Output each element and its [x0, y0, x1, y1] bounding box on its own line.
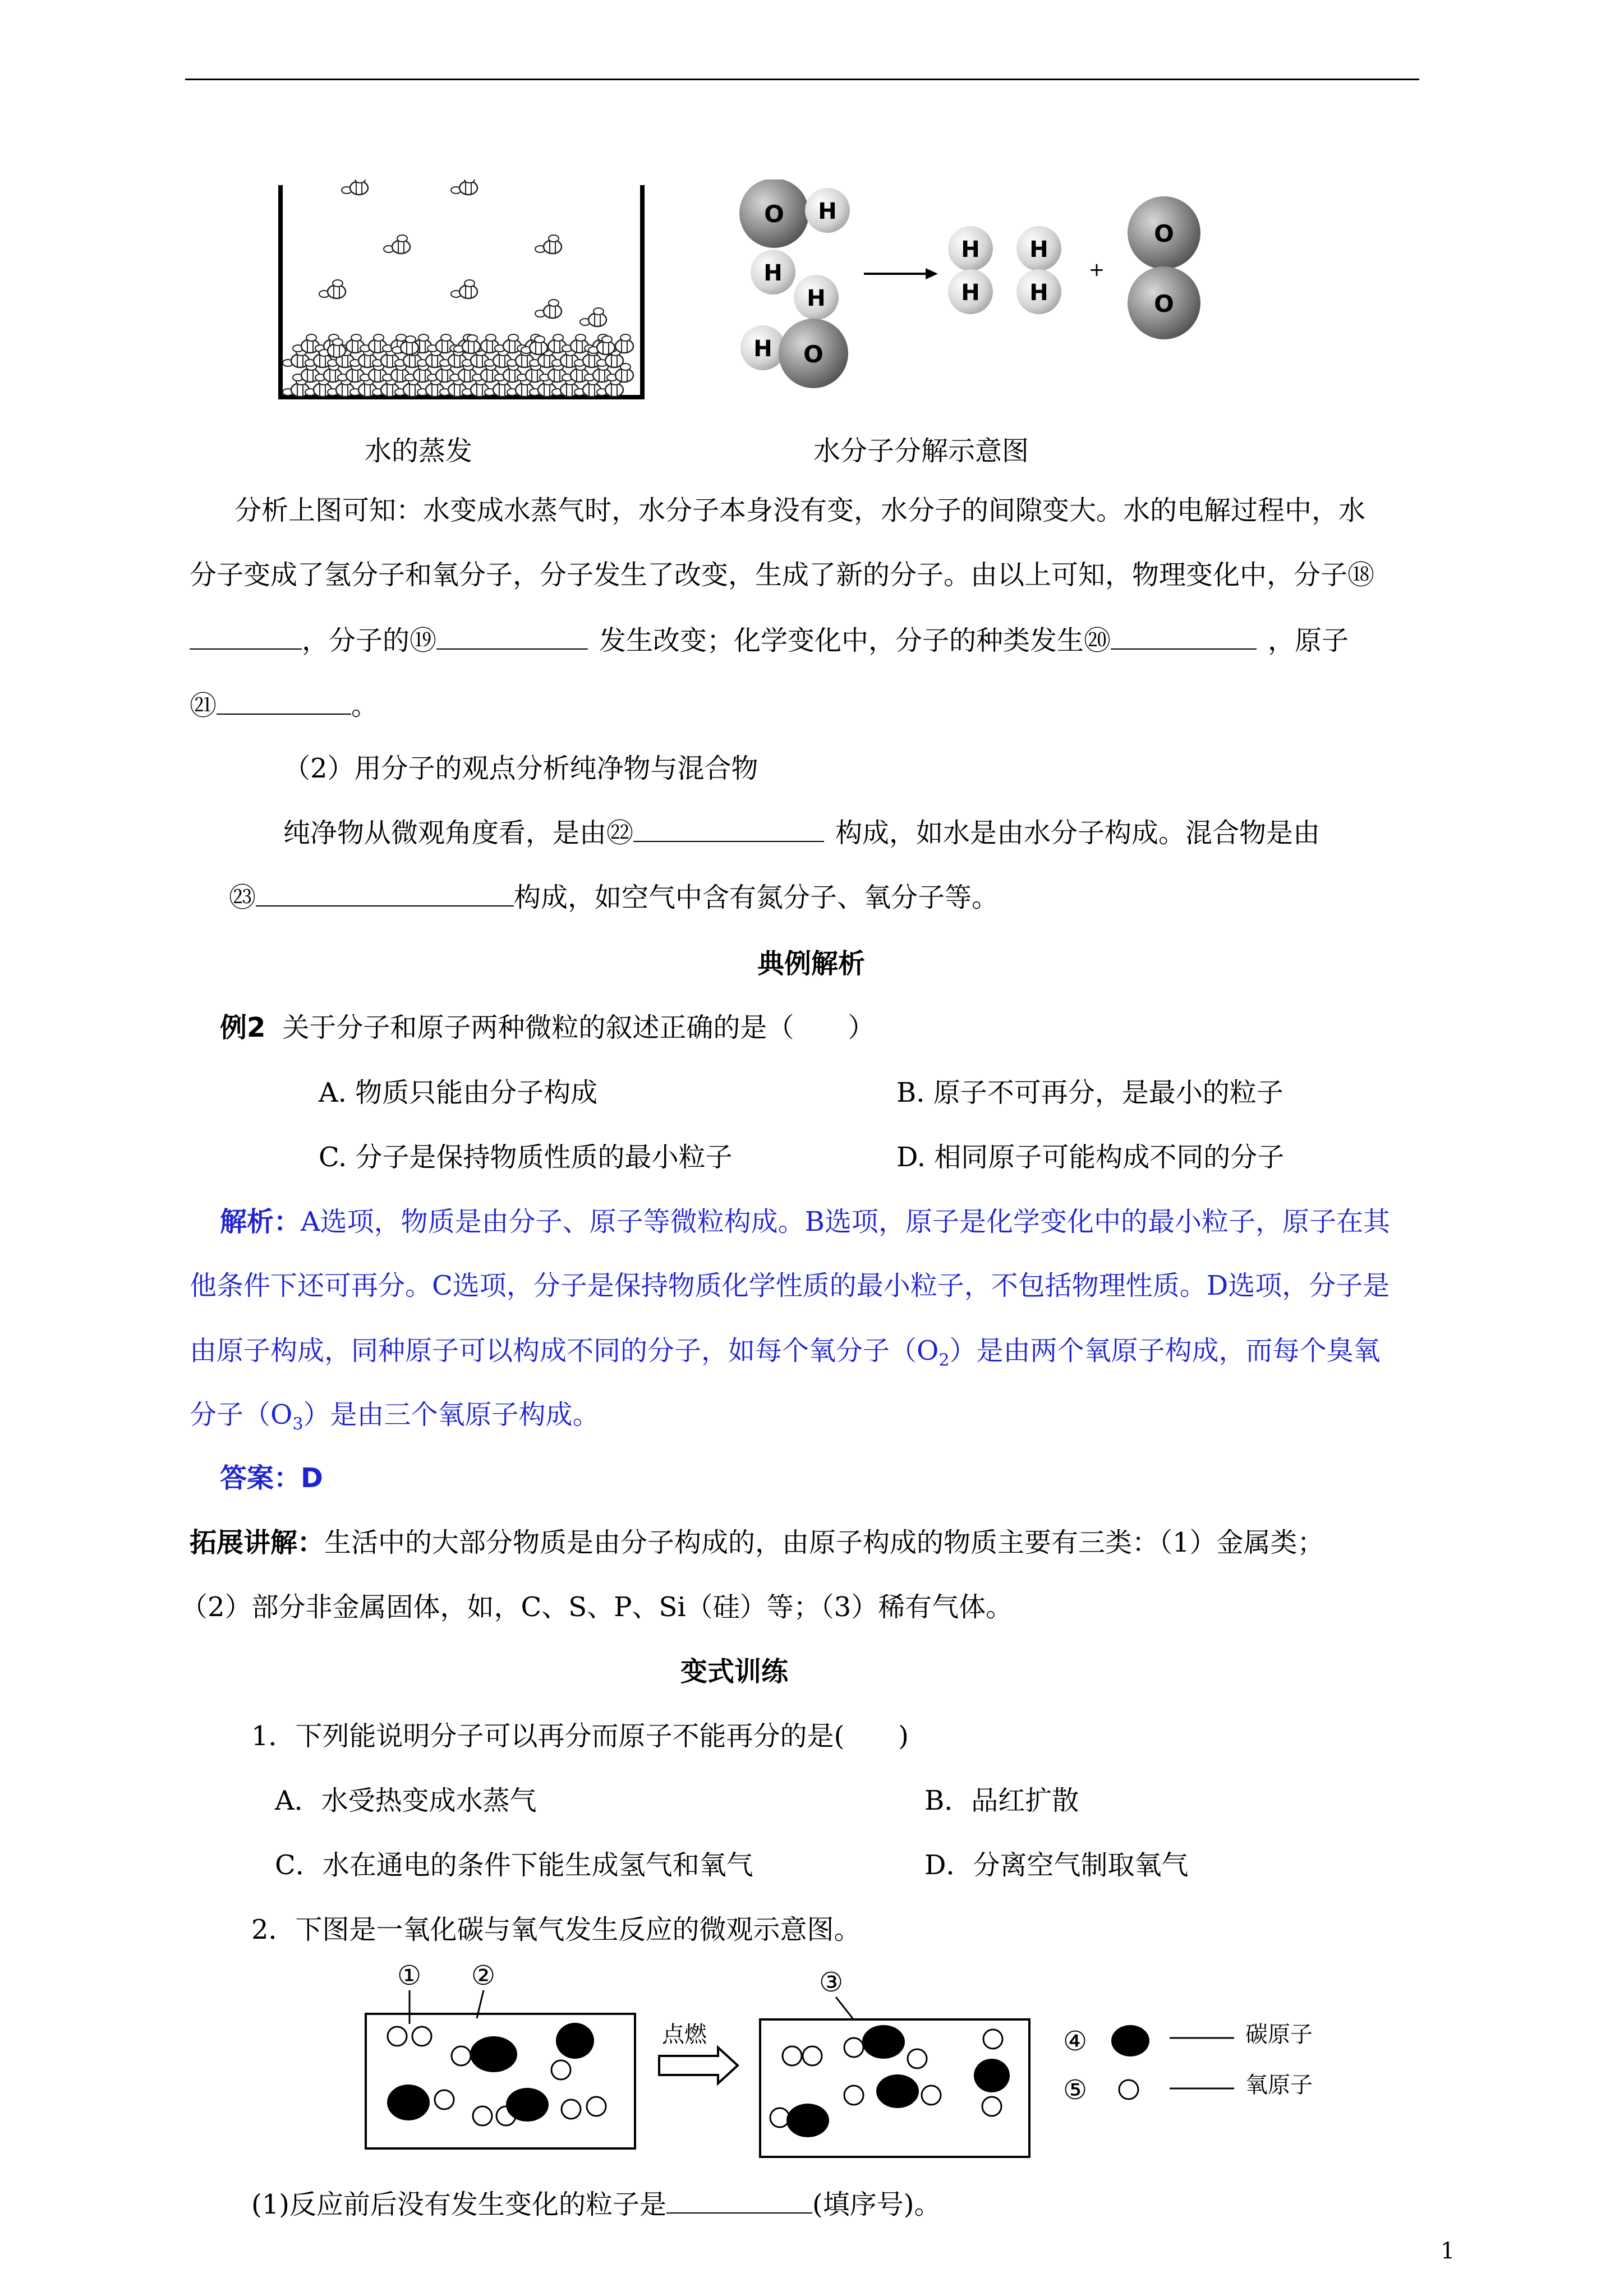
analysis-text-1: 解析：A选项，物质是由分子、原子等微粒构成。B选项，原子是化学变化中的最小粒子，原子在其: [220, 1206, 1390, 1237]
hydrogen-molecule-2: [1016, 226, 1061, 314]
legend-carbon-label: 碳原子: [1245, 2022, 1313, 2047]
legend-carbon-swatch: [1111, 2025, 1149, 2056]
water-molecule-sprite: [580, 308, 606, 326]
blank-23[interactable]: [256, 883, 514, 907]
water-molecules: [283, 180, 633, 397]
water-molecule-sprite: [535, 300, 562, 318]
example-heading: 典例解析: [757, 948, 866, 979]
water-molecule-sprite: [319, 280, 346, 298]
blank-20[interactable]: [1111, 626, 1257, 650]
co-oxygen-reaction-figure: [359, 1958, 1386, 2165]
water-molecule-sprite: [451, 280, 477, 298]
label-5: ⑤: [1063, 2074, 1088, 2106]
water-molecule-3: [740, 319, 848, 388]
svg-text:O: O: [1154, 290, 1174, 318]
svg-text:H: H: [961, 237, 980, 263]
legend: [1111, 2025, 1234, 2099]
q1-option-b[interactable]: B．品红扩散: [924, 1785, 1079, 1816]
after-box: [760, 2019, 1029, 2157]
caption-evaporation: 水的蒸发: [365, 435, 473, 467]
practice-heading: 变式训练: [680, 1656, 789, 1687]
q1-option-d[interactable]: D．分离空气制取氧气: [924, 1849, 1189, 1881]
extension-line-1: 拓展讲解：生活中的大部分物质是由分子构成的，由原子构成的物质主要有三类：（1）金属类；: [190, 1527, 1324, 1558]
section2-heading: （2）用分子的观点分析纯净物与混合物: [283, 753, 758, 784]
caption-decomposition: 水分子分解示意图: [813, 435, 1029, 467]
before-box: [366, 2014, 635, 2148]
svg-text:O: O: [803, 341, 823, 368]
water-molecule-1: [739, 180, 850, 248]
svg-text:H: H: [961, 280, 980, 306]
evaporation-figure: [269, 180, 656, 404]
hollow-arrow: [659, 2047, 738, 2083]
reaction-arrow: [864, 268, 938, 279]
label-1: ①: [397, 1960, 422, 1991]
example-question: 例2 关于分子和原子两种微粒的叙述正确的是（ ）: [220, 1012, 875, 1043]
practice-q1: 1．下列能说明分子可以再分而原子不能再分的是( ): [251, 1720, 909, 1752]
blank-22[interactable]: [633, 818, 824, 842]
svg-text:H: H: [753, 336, 772, 362]
analysis-line-1: 分析上图可知：水变成水蒸气时，水分子本身没有变，水分子的间隙变大。水的电解过程中，水: [234, 495, 1366, 526]
blank-q2-1[interactable]: [666, 2190, 812, 2214]
plus-sign: +: [1088, 259, 1105, 281]
water-molecule-sprite: [451, 180, 477, 195]
analysis-text-4: 分子$(O_3)$是由三个氧原子构成。: [190, 1399, 600, 1434]
header-rule: [185, 79, 1419, 80]
option-c[interactable]: C. 分子是保持物质性质的最小粒子: [319, 1142, 733, 1173]
svg-text:O: O: [764, 200, 784, 228]
svg-text:H: H: [818, 199, 837, 224]
oxygen-molecule: [1128, 196, 1200, 339]
page-number: 1: [1441, 2238, 1455, 2264]
water-molecule-2: [751, 250, 839, 320]
option-a[interactable]: A. 物质只能由分子构成: [319, 1077, 598, 1108]
water-molecule-sprite: [342, 180, 368, 195]
analysis-line-3: ，分子的⑲ 发生改变；化学变化中，分子的种类发生⑳ ，原子: [190, 624, 1349, 657]
practice-q2-sub1: (1)反应前后没有发生变化的粒子是 (填序号)。: [251, 2189, 941, 2220]
analysis-text-3: 由原子构成，同种原子可以构成不同的分子，如每个氧分子$(O_2)$是由两个氧原子构成，而每个臭氧: [190, 1335, 1381, 1370]
section2-line-1: 纯净物从微观角度看，是由㉒ 构成，如水是由水分子构成。混合物是由: [283, 817, 1321, 849]
svg-text:H: H: [1029, 237, 1048, 263]
water-molecule-sprite: [454, 335, 480, 353]
svg-text:H: H: [763, 260, 783, 286]
svg-text:H: H: [807, 286, 826, 311]
analysis-line-4: ㉑ 。: [190, 690, 379, 721]
arrow-label: 点燃: [662, 2022, 707, 2047]
legend-oxygen-swatch: [1119, 2080, 1138, 2099]
decomposition-figure: [729, 180, 1234, 404]
legend-oxygen-label: 氧原子: [1245, 2072, 1313, 2098]
label-2: ②: [471, 1960, 496, 1991]
water-molecule-sprite: [535, 235, 562, 254]
option-d[interactable]: D. 相同原子可能构成不同的分子: [896, 1142, 1285, 1173]
label-3: ③: [819, 1967, 844, 1998]
q1-option-a[interactable]: A．水受热变成水蒸气: [275, 1785, 537, 1816]
analysis-line-2: 分子变成了氢分子和氧分子，分子发生了改变，生成了新的分子。由以上可知，物理变化中，分子⑱: [190, 559, 1375, 591]
svg-text:O: O: [1154, 220, 1174, 247]
blank-19[interactable]: [436, 626, 588, 650]
section2-line-2: ㉓ 构成，如空气中含有氮分子、氧分子等。: [229, 882, 999, 913]
blank-21[interactable]: [217, 691, 351, 715]
water-molecule-sprite: [384, 235, 410, 254]
q1-option-c[interactable]: C．水在通电的条件下能生成氢气和氧气: [275, 1849, 753, 1881]
svg-text:H: H: [1029, 280, 1048, 306]
analysis-text-2: 他条件下还可再分。C选项，分子是保持物质化学性质的最小粒子，不包括物理性质。D选项，分子是: [190, 1270, 1390, 1301]
practice-q2: 2．下图是一氧化碳与氧气发生反应的微观示意图。: [251, 1914, 861, 1945]
answer: 答案：D: [220, 1462, 323, 1494]
label-4: ④: [1063, 2026, 1088, 2057]
hydrogen-molecule-1: [948, 226, 993, 314]
option-b[interactable]: B. 原子不可再分，是最小的粒子: [896, 1077, 1283, 1108]
blank-18[interactable]: [190, 626, 302, 650]
extension-line-2: （2）部分非金属固体，如，C、S、P、Si（硅）等；（3）稀有气体。: [181, 1591, 1013, 1623]
